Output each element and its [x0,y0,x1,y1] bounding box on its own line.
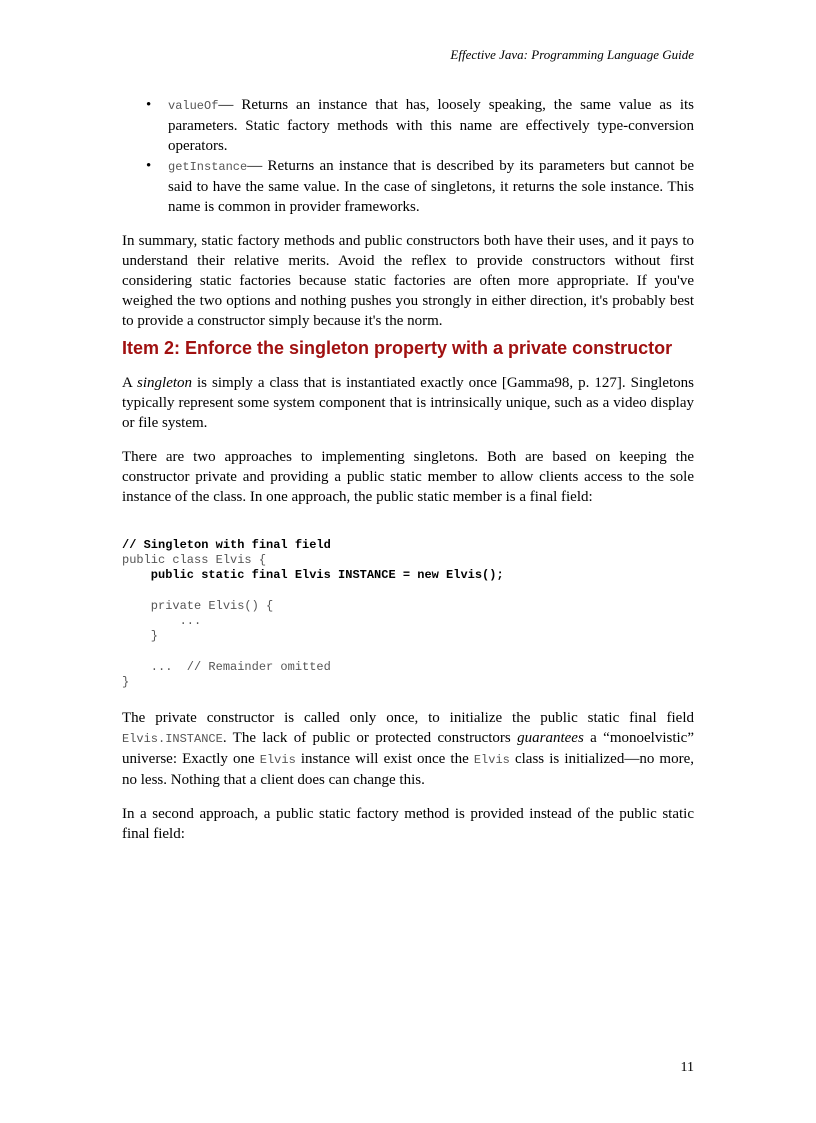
running-header: Effective Java: Programming Language Guide [450,47,694,62]
text-run: class is initialized—no more, no less. Nothing that a client does can change this. [122,751,694,788]
code-line: } [122,674,130,689]
second-approach-paragraph: In a second approach, a public static factory method is provided instead of the public static final field: [122,806,694,842]
emphasis: guarantees [517,730,584,746]
list-item [122,95,694,156]
list-item [122,156,694,217]
inline-code: Elvis [259,753,296,767]
bullet-icon: • [146,97,152,113]
code-line: private Elvis() { [122,598,274,613]
singleton-term: singleton [137,375,193,391]
code-line: public class Elvis { [122,553,267,568]
text-run: instance will exist once the [295,751,474,767]
private-constructor-paragraph [122,708,694,790]
code-line: } [122,629,159,644]
bullet-icon: • [146,158,152,174]
method-name-code: getInstance [168,160,248,174]
text-run: A [122,375,138,391]
code-comment: // Singleton with final field [122,538,331,552]
summary-paragraph: In summary, static factory methods and public constructors both have their uses, and it pays to understand their relative merits. Avoid the reflex to provide constructors without first considering static factories because static factories are often more appropriate. If you've weighed the two options and nothing pushes you strongly in either direction, it's probably best to provide a constructor simply because it's the norm. [122,233,694,329]
method-name-code: valueOf [168,99,219,113]
text-run: is simply a class that is instantiated exactly once [Gamma98, p. 127]. Singletons typically represent some system component that is intrinsically unique, such as a video display or file system. [122,375,694,431]
text-run: The private constructor is called only once, to initialize the public static final field [122,710,694,726]
list-item-text: Returns an instance that is described by its parameters but cannot be said to have the same value. In the case of singletons, it returns the sole instance. This name is common in provider frameworks. [168,158,694,215]
list-item-text: Returns an instance that has, loosely speaking, the same value as its parameters. Static factory methods with this name are effectively type-conversion operators. [168,97,694,154]
code-line: ... // Remainder omitted [122,659,331,674]
code-listing [122,538,504,690]
text-run: a “monoelvistic” universe: Exactly one [122,730,694,767]
code-line: public static final Elvis INSTANCE = new Elvis(); [122,568,504,583]
em-dash: — [247,158,263,174]
code-line: ... [122,614,202,629]
singleton-definition-paragraph [122,373,694,433]
naming-conventions-list [122,95,694,217]
page-number: 11 [680,1060,694,1075]
item-heading: Item 2: Enforce the singleton property with a private constructor [122,338,673,358]
inline-code: Elvis [473,753,510,767]
text-run: . The lack of public or protected constructors [222,730,518,746]
inline-code: Elvis.INSTANCE [122,732,223,746]
approaches-paragraph: There are two approaches to implementing singletons. Both are based on keeping the constructor private and providing a public static member to allow clients access to the sole instance of the class. In one approach, the public static member is a final field: [122,449,694,505]
em-dash: — [218,97,234,113]
